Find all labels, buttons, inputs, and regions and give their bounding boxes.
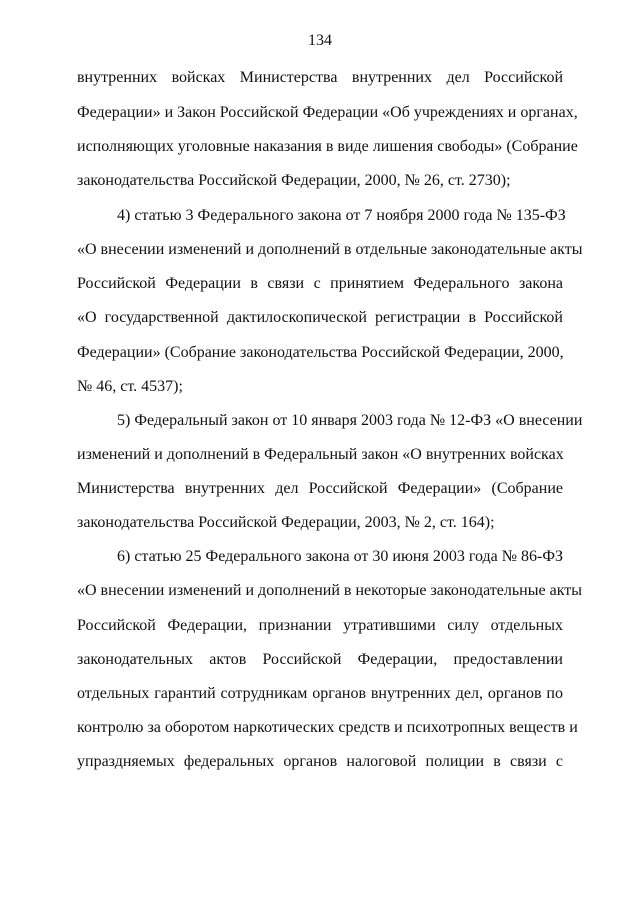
paragraph-first-line: 5) Федеральный закон от 10 января 2003 года № 12-ФЗ «О внесении [117,412,583,429]
text-line: «О государственной дактилоскопической регистрации в Российской [77,309,563,326]
paragraph-first-line: 4) статью 3 Федерального закона от 7 ноября 2000 года № 135-ФЗ [117,207,566,224]
text-line: «О внесении изменений и дополнений в отдельные законодательные акты [77,241,583,258]
text-line: исполняющих уголовные наказания в виде лишения свободы» (Собрание [77,138,578,155]
text-line: Федерации» (Собрание законодательства Российской Федерации, 2000, [77,344,564,361]
text-line: упраздняемых федеральных органов налоговой полиции в связи с [77,753,563,770]
text-line: Министерства внутренних дел Российской Федерации» (Собрание [77,480,563,497]
text-line: контролю за оборотом наркотических средств и психотропных веществ и [77,719,578,736]
paragraph-first-line: 6) статью 25 Федерального закона от 30 июня 2003 года № 86-ФЗ [117,548,564,565]
text-line: законодательства Российской Федерации, 2000, № 26, ст. 2730); [77,172,511,189]
text-line: «О внесении изменений и дополнений в некоторые законодательные акты [77,582,582,599]
text-line: законодательных актов Российской Федерации, предоставлении [77,651,563,668]
text-line: Федерации» и Закон Российской Федерации «Об учреждениях и органах, [77,104,578,121]
text-line: внутренних войсках Министерства внутренних дел Российской [77,69,563,86]
text-line: отдельных гарантий сотрудникам органов внутренних дел, органов по [77,685,563,702]
text-line: Российской Федерации в связи с принятием Федерального закона [77,275,563,292]
page-number: 134 [308,32,332,49]
text-line: законодательства Российской Федерации, 2003, № 2, ст. 164); [77,514,495,531]
text-line: № 46, ст. 4537); [77,378,183,395]
text-line: Российской Федерации, признании утратившими силу отдельных [77,617,563,634]
text-line: изменений и дополнений в Федеральный закон «О внутренних войсках [77,446,564,463]
